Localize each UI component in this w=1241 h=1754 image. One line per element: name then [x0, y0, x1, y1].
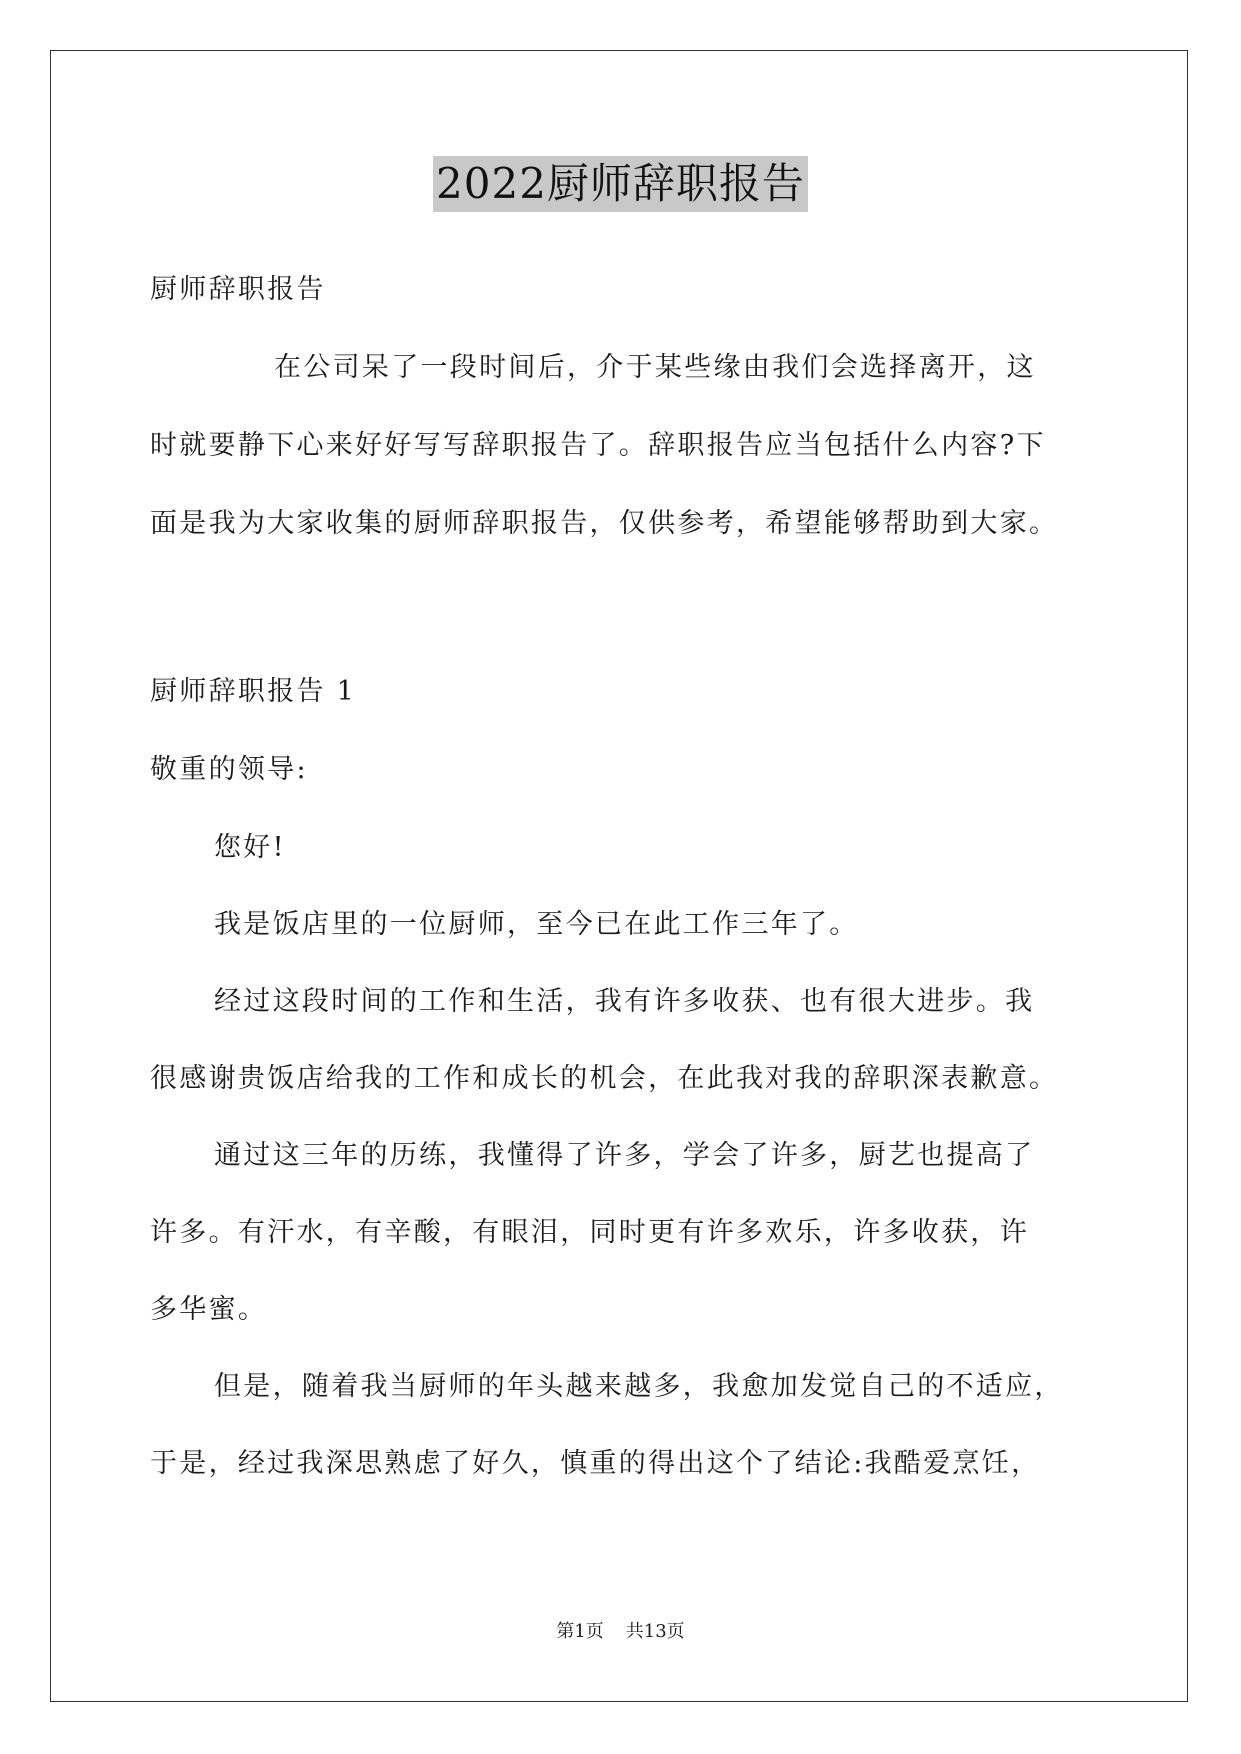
intro-line: 时就要静下心来好好写写辞职报告了。辞职报告应当包括什么内容?下: [150, 430, 1046, 461]
intro-line: 在公司呆了一段时间后，介于某些缘由我们会选择离开，这: [274, 352, 1036, 383]
body-line: 我是饭店里的一位厨师，至今已在此工作三年了。: [214, 909, 859, 940]
body-line: 但是，随着我当厨师的年头越来越多，我愈加发觉自己的不适应，: [214, 1371, 1064, 1402]
page-footer: [0, 1620, 1241, 1644]
greeting: 您好!: [214, 832, 286, 863]
body-line: 很感谢贵饭店给我的工作和成长的机会，在此我对我的辞职深表歉意。: [150, 1063, 1059, 1094]
body-line: 多华蜜。: [150, 1294, 268, 1325]
intro-line: 面是我为大家收集的厨师辞职报告，仅供参考，希望能够帮助到大家。: [150, 508, 1059, 539]
salutation: 敬重的领导:: [150, 754, 308, 785]
body-line: 经过这段时间的工作和生活，我有许多收获、也有很大进步。我: [214, 986, 1035, 1017]
document-heading: 厨师辞职报告: [150, 274, 326, 305]
page-number: 第1页: [556, 1621, 604, 1642]
section-heading: 厨师辞职报告 1: [150, 676, 357, 707]
title-container: [0, 156, 1241, 212]
page-total: 共13页: [625, 1621, 685, 1642]
body-line: 于是，经过我深思熟虑了好久，慎重的得出这个了结论:我酷爱烹饪，: [150, 1448, 1041, 1479]
body-line: 通过这三年的历练，我懂得了许多，学会了许多，厨艺也提高了: [214, 1140, 1035, 1171]
document-title: 2022厨师辞职报告: [433, 156, 808, 212]
body-line: 许多。有汗水，有辛酸，有眼泪，同时更有许多欢乐，许多收获，许: [150, 1217, 1029, 1248]
